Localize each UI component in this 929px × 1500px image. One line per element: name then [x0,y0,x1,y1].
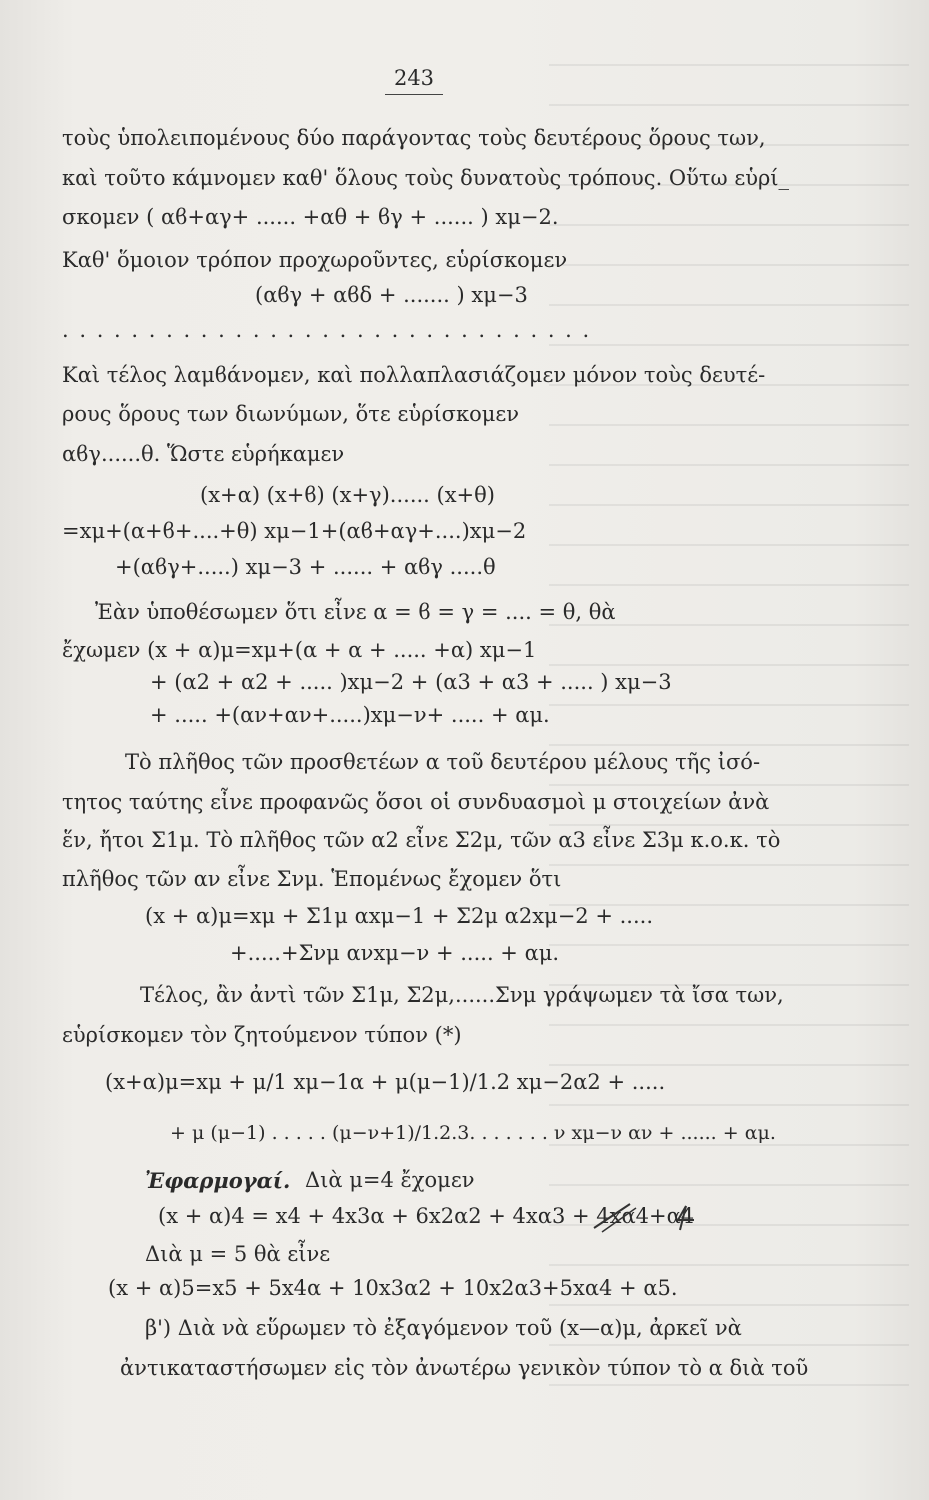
text-line: Τέλος, ἂν ἀντὶ τῶν Σ1μ, Σ2μ,......Σνμ γράψωμεν τὰ ἴσα των, [140,983,784,1007]
text-line: ἀντικαταστήσωμεν εἰς τὸν ἀνωτέρω γενικὸν τύπον τὸ α διὰ τοῦ [120,1356,809,1380]
dotted-line: . . . . . . . . . . . . . . . . . . . . . . . . . . . . . . . [62,318,592,342]
text-line: ἕν, ἤτοι Σ1μ. Τὸ πλῆθος τῶν α2 εἶνε Σ2μ, τῶν α3 εἶνε Σ3μ κ.ο.κ. τὸ [62,828,781,852]
formula-line: (x+α)μ=xμ + μ/1 xμ−1α + μ(μ−1)/1.2 xμ−2α2 + ..... [105,1070,666,1094]
text-line: Καθ' ὅμοιον τρόπον προχωροῦντες, εὑρίσκομεν [62,248,568,272]
formula-line: + (α2 + α2 + ..... )xμ−2 + (α3 + α3 + ..... ) xμ−3 [150,670,672,694]
text-line: Ἐὰν ὑποθέσωμεν ὅτι εἶνε α = ϐ = γ = .... = θ, θὰ [95,600,616,624]
formula-line: +(αϐγ+.....) xμ−3 + ...... + αϐγ .....θ [115,555,496,579]
page-number: 243 [385,66,443,95]
formula-line: ἔχωμεν (x + α)μ=xμ+(α + α + ..... +α) xμ−1 [62,638,537,662]
formula-line: (x+α) (x+ϐ) (x+γ)...... (x+θ) [200,483,495,507]
text-line: Διὰ μ = 5 θὰ εἶνε [145,1242,331,1266]
formula-line: (x + α)5=x5 + 5x4α + 10x3α2 + 10x2α3+5xα4 + α5. [108,1276,678,1300]
formula-line: + μ (μ−1) . . . . . (μ−ν+1)/1.2.3. . . . . . . ν xμ−ν αν + ...... + αμ. [170,1122,776,1144]
text-line: ρους ὅρους των διωνύμων, ὅτε εὑρίσκομεν [62,402,520,426]
text-line: εὑρίσκομεν τὸν ζητούμενον τύπον (*) [62,1023,462,1047]
text-line: τοὺς ὑπολειπομένους δύο παράγοντας τοὺς δευτέρους ὅρους των, [62,126,766,150]
text-line: Καὶ τέλος λαμϐάνομεν, καὶ πολλαπλασιάζομεν μόνον τοὺς δευτέ- [62,363,766,387]
text-line: Διὰ μ=4 ἔχομεν [305,1168,475,1192]
formula-line: +.....+Σνμ ανxμ−ν + ..... + αμ. [230,941,560,965]
formula-line: (αϐγ + αϐδ + ....... ) xμ−3 [255,283,528,307]
text-line: τητος ταύτης εἶνε προφανῶς ὅσοι οἱ συνδυασμοὶ μ στοιχείων ἀνὰ [62,790,770,814]
formula-line: (x + α)4 = x4 + 4x3α + 6x2α2 + 4xα3 + 4xα4+α4 [158,1204,695,1228]
handwritten-correction-icon [590,1198,710,1238]
text-line: β') Διὰ νὰ εὕρωμεν τὸ ἐξαγόμενον τοῦ (x—α)μ, ἀρκεῖ νὰ [145,1316,742,1340]
formula-line: + ..... +(αν+αν+.....)xμ−ν+ ..... + αμ. [150,703,550,727]
applications-heading: Ἐφαρμογαί. [145,1168,291,1193]
text-line: Τὸ πλῆθος τῶν προσθετέων α τοῦ δευτέρου μέλους τῆς ἰσό- [125,750,761,774]
text-line: πλῆθος τῶν αν εἶνε Σνμ. Ἑπομένως ἔχομεν ὅτι [62,867,562,891]
formula-line: =xμ+(α+ϐ+....+θ) xμ−1+(αϐ+αγ+....)xμ−2 [62,519,527,543]
formula-line: (x + α)μ=xμ + Σ1μ αxμ−1 + Σ2μ α2xμ−2 + ..... [145,904,653,928]
text-line: αϐγ......θ. Ὥστε εὑρήκαμεν [62,442,345,466]
text-line: καὶ τοῦτο κάμνομεν καθ' ὅλους τοὺς δυνατοὺς τρόπους. Οὕτω εὑρί_ [62,166,790,190]
formula-line: σκομεν ( αϐ+αγ+ ...... +αθ + ϐγ + ...... ) xμ−2. [62,205,559,229]
